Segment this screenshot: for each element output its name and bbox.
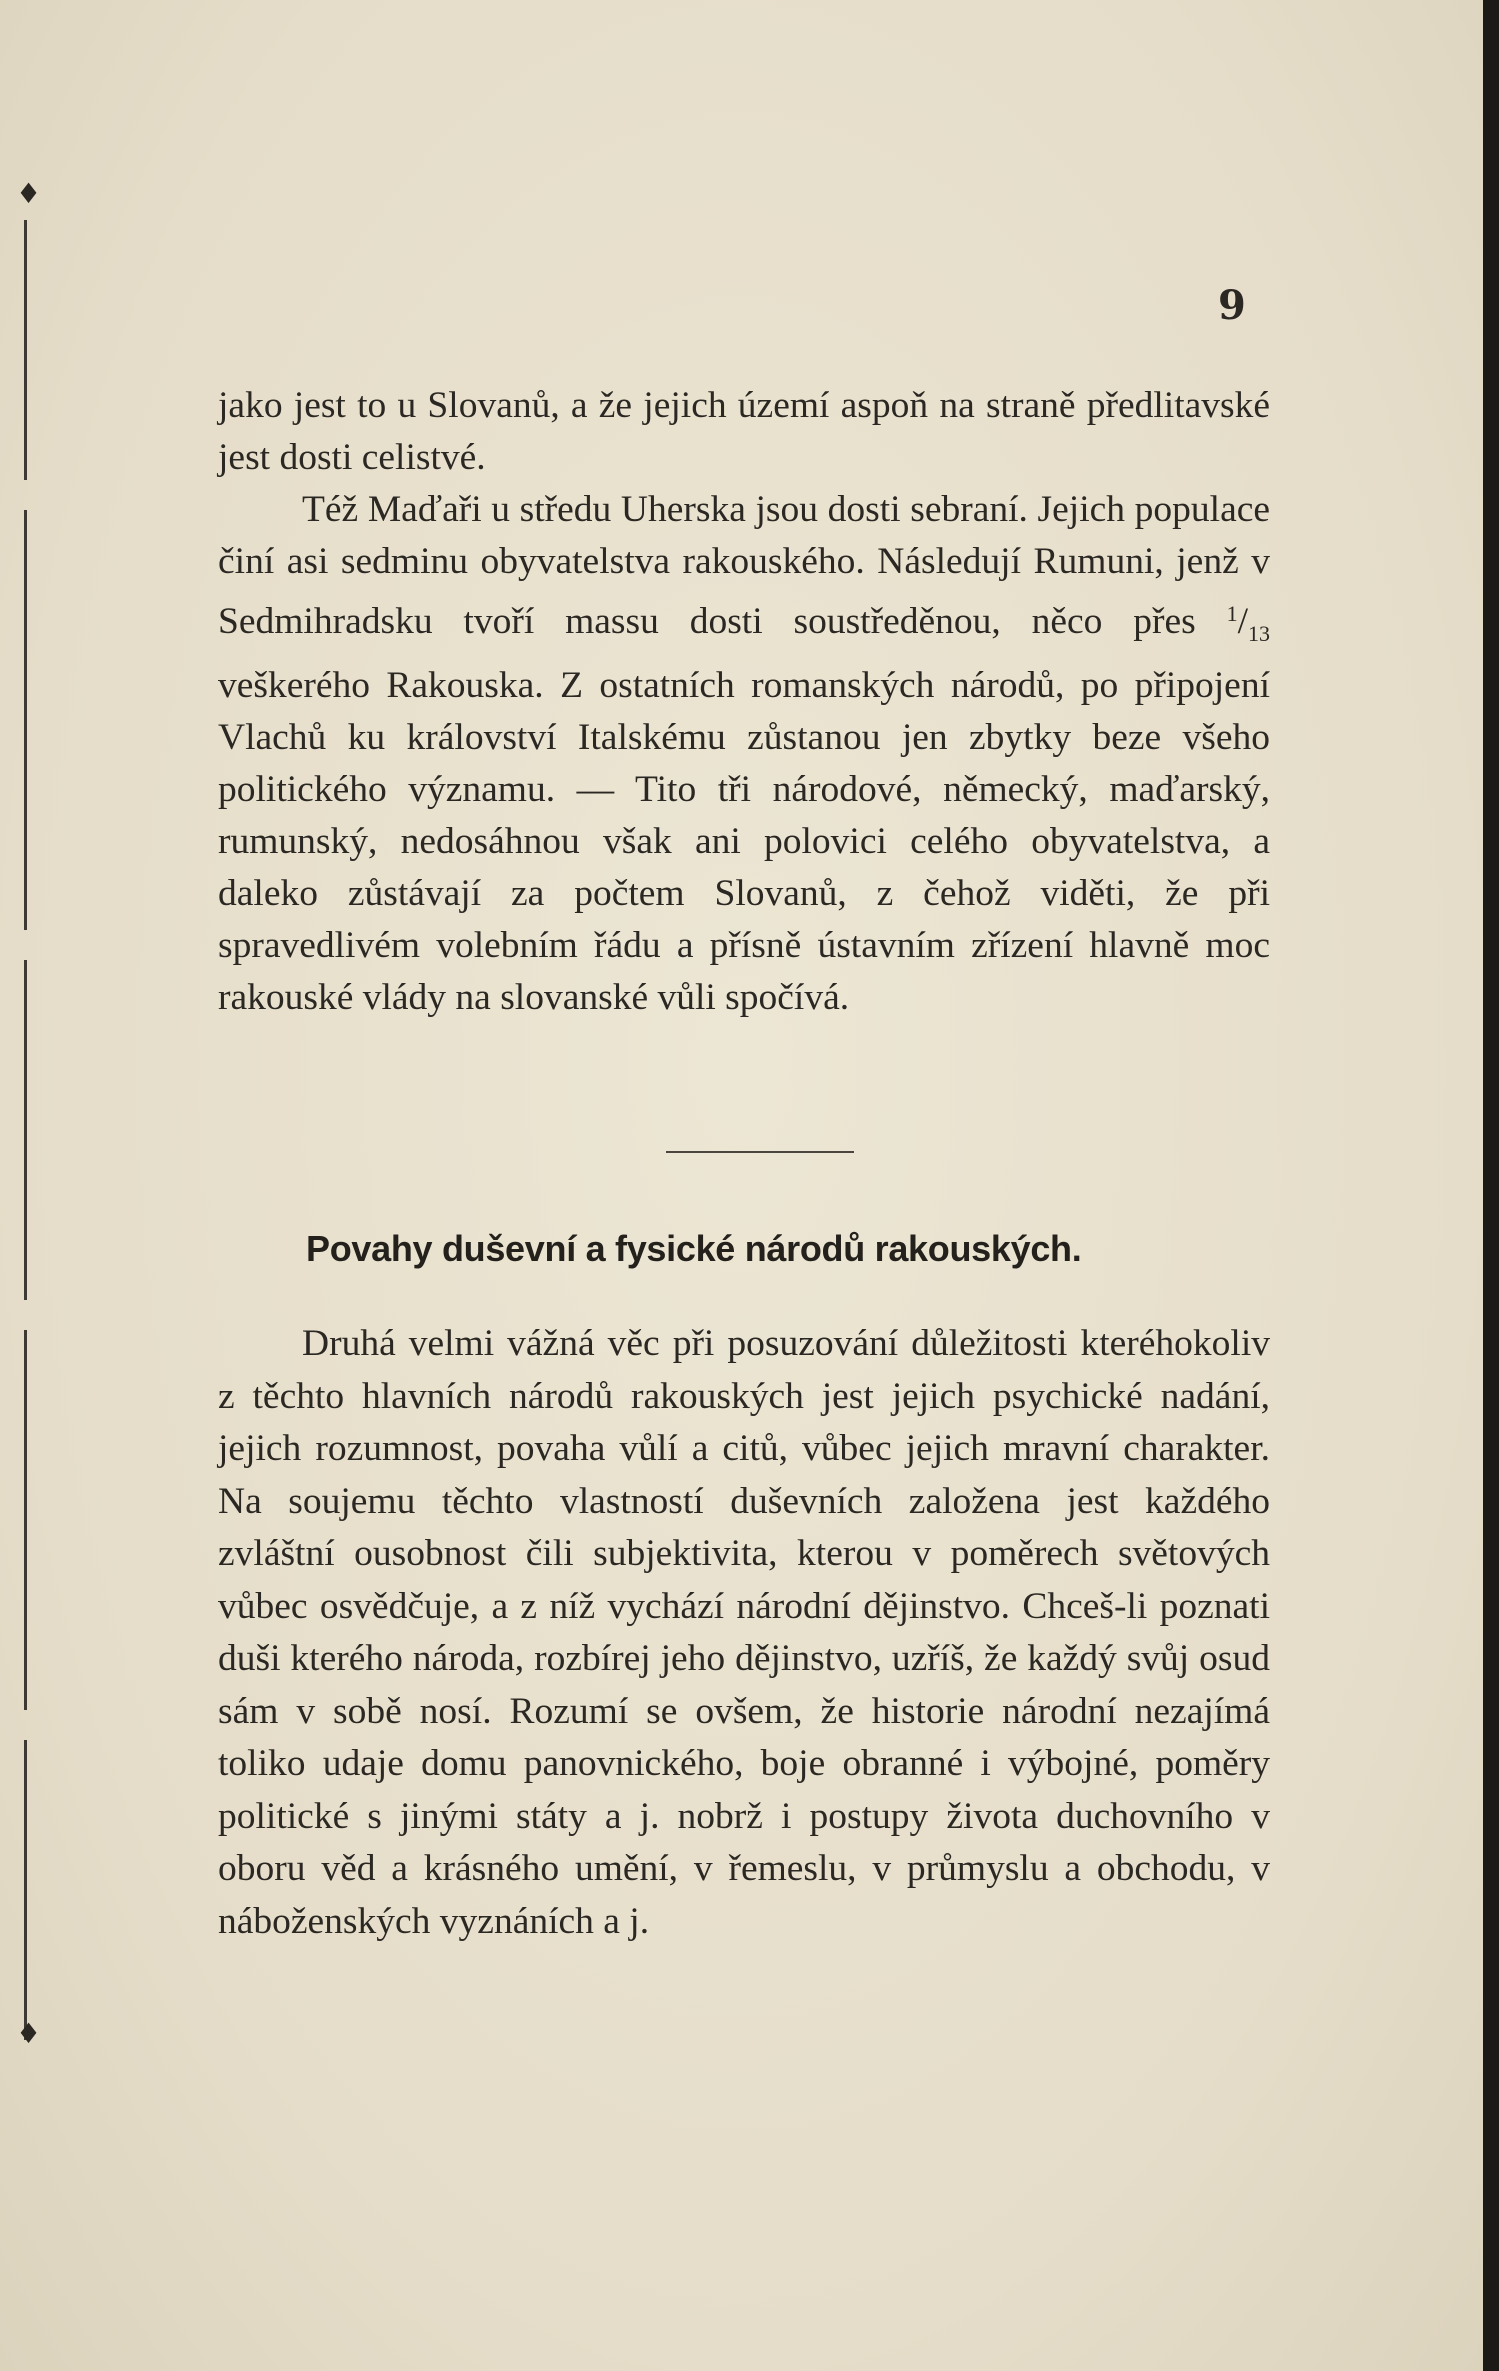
paragraph	[218, 484, 1270, 1024]
section-divider	[666, 1151, 854, 1153]
binding-stitch	[24, 220, 27, 480]
text-run: veškerého Rakouska. Z ostatních romanských národů, po připojení Vlachů ku království Italskému zůstanou jen zbytky beze všeho politického významu. — Tito tři národové, německý, maďarský, rumunský, nedosáhnou však ani polovici celého obyvatelstva, a daleko zůstávají za počtem Slovanů, z čehož viděti, že při spravedlivém volebním řádu a přísně ústavním zřízení hlavně moc rakouské vlády na slovanské vůli spočívá.	[218, 665, 1270, 1018]
page-number: 9	[1218, 282, 1244, 329]
text-block-upper	[218, 380, 1270, 1024]
binding-stitch	[24, 960, 27, 1300]
binding-edge	[14, 177, 42, 2080]
fraction: $^1/_{13}$	[1226, 601, 1271, 646]
binding-stitch	[24, 510, 27, 930]
binding-pin-icon: ♦	[16, 2017, 42, 2050]
binding-stitch	[24, 1740, 27, 2040]
binding-stitch	[24, 1330, 27, 1710]
paragraph: jako jest to u Slovanů, a že jejich území aspoň na straně předlitavské jest dosti celistvé.	[218, 385, 1270, 478]
fraction-numerator: 1	[1226, 601, 1238, 626]
text-block-lower	[218, 1318, 1270, 1948]
text-run: Též Maďaři u středu Uherska jsou dosti sebraní. Jejich populace činí asi sedminu obyvatelstva rakouského. Následují Rumuni, jenž v Sedmihradsku tvoří massu dosti soustředěnou, něco přes	[218, 489, 1270, 642]
section-heading: Povahy duševní a fysické národů rakouských.	[306, 1228, 1082, 1269]
fraction-denominator: 13	[1248, 621, 1271, 646]
binding-pin-icon: ♦	[16, 177, 42, 210]
paragraph: Druhá velmi vážná věc při posuzování důležitosti kteréhokoliv z těchto hlavních národů rakouských jest jejich psychické nadání, jejich rozumnost, povaha vůlí a citů, vůbec jejich mravní charakter. Na soujemu těchto vlastností duševních založena jest každého zvláštní ousobnost čili subjektivita, kterou v poměrech světových vůbec osvědčuje, a z níž vychází národní dějinstvo. Chceš-li poznati duši kterého národa, rozbírej jeho dějinstvo, uzříš, že každý svůj osud sám v sobě nosí. Rozumí se ovšem, že historie národní nezajímá toliko udaje domu panovnického, boje obranné i výbojné, poměry politické s jinými státy a j. nobrž i postupy života duchovního v oboru věd a krásného umění, v řemeslu, v průmyslu a obchodu, v náboženských vyznáních a j.	[218, 1323, 1270, 1942]
